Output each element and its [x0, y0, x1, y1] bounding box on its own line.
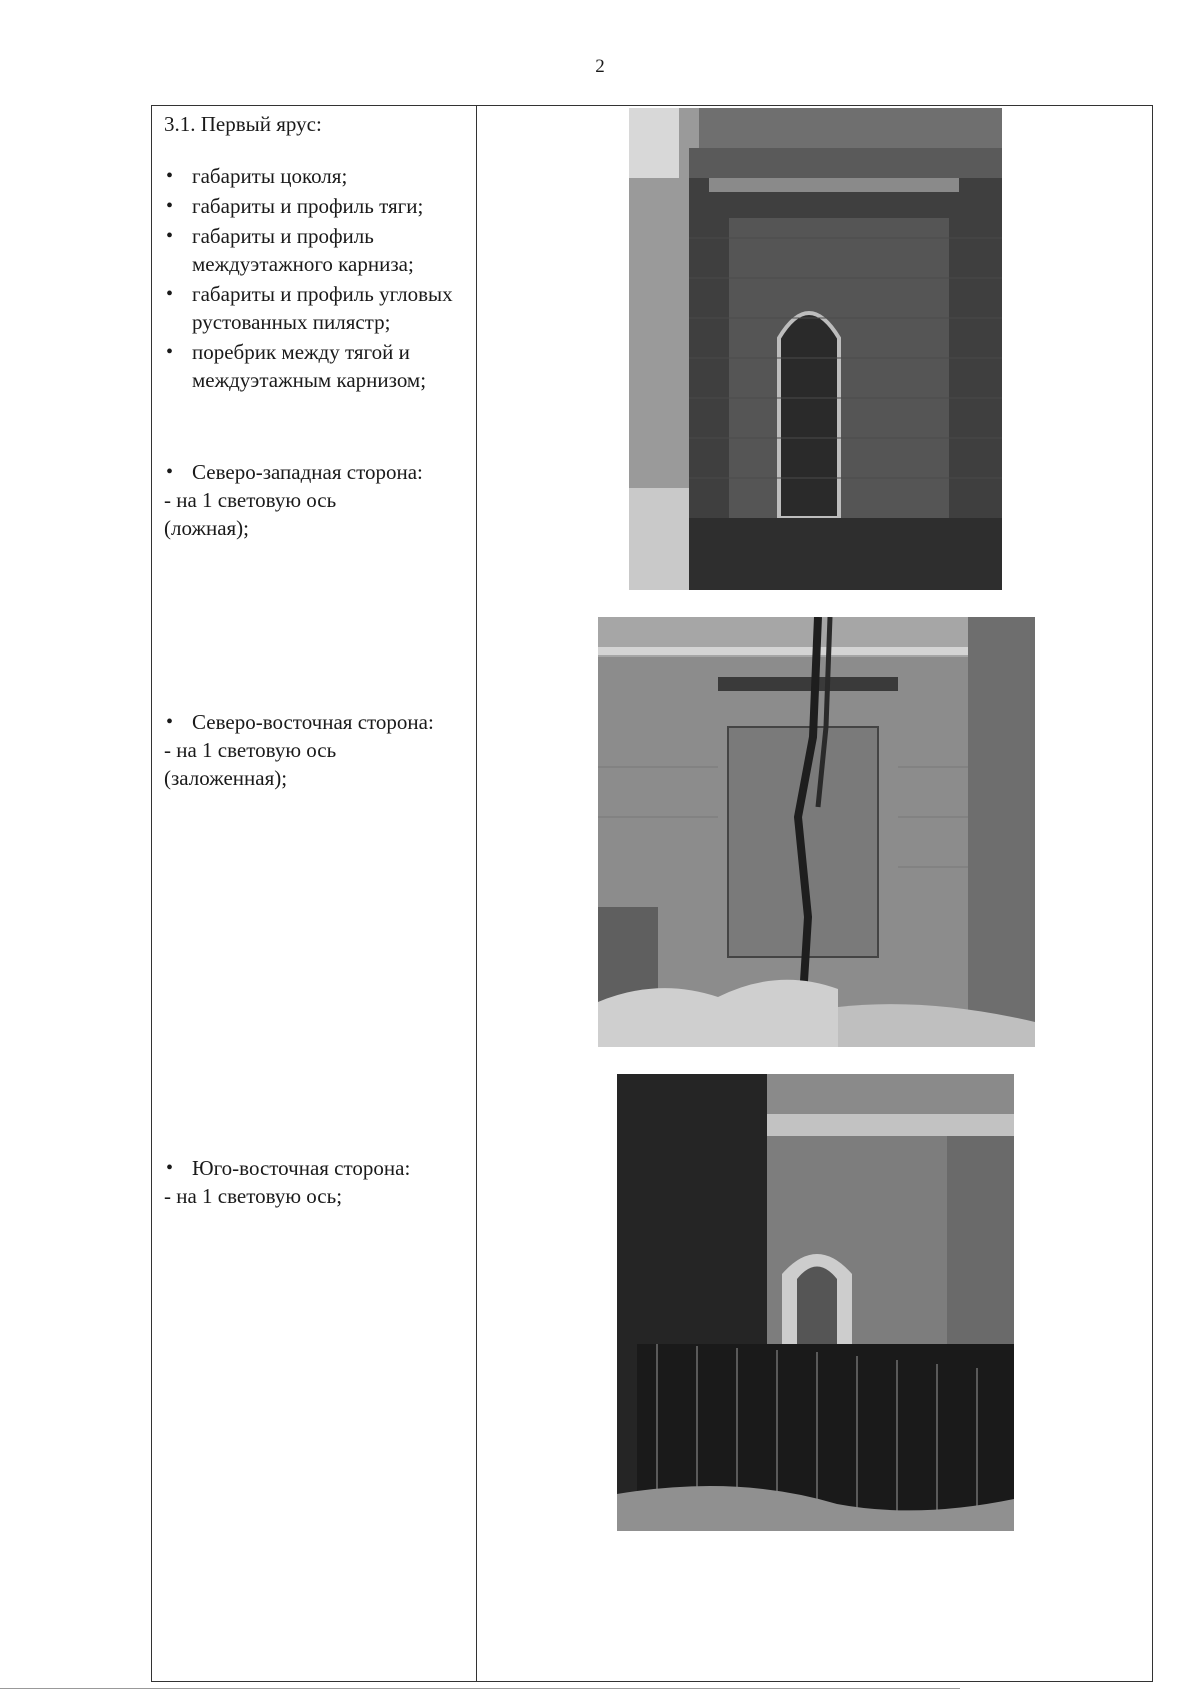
page-number: 2: [595, 56, 605, 77]
side-title: • Юго-восточная сторона:: [164, 1154, 469, 1182]
list-item: • габариты и профиль междуэтажного карниза;: [164, 222, 469, 278]
side-line: (заложенная);: [164, 766, 288, 790]
side-southeast: [164, 1154, 469, 1210]
side-line: (ложная);: [164, 516, 250, 540]
side-northwest: [164, 458, 469, 542]
element-list: [164, 162, 469, 396]
side-title: • Северо-западная сторона:: [164, 458, 469, 486]
side-northeast: [164, 708, 469, 792]
bottom-rule: [0, 1688, 960, 1689]
side-line: - на 1 световую ось: [164, 488, 337, 512]
facade-photo-northeast-icon: [598, 617, 1035, 1047]
list-item: • поребрик между тягой и междуэтажным карнизом;: [164, 338, 469, 394]
side-line: - на 1 световую ось: [164, 738, 337, 762]
side-title: • Северо-восточная сторона:: [164, 708, 469, 736]
list-item: • габариты и профиль угловых рустованных пилястр;: [164, 280, 469, 336]
section-title: 3.1. Первый ярус:: [164, 112, 322, 136]
facade-photo-southeast-icon: [617, 1074, 1014, 1531]
document-table: [151, 105, 1153, 1682]
list-item: • габариты цоколя;: [164, 162, 469, 190]
column-divider: [476, 106, 477, 1681]
list-item: • габариты и профиль тяги;: [164, 192, 469, 220]
facade-photo-northwest-icon: [629, 108, 1002, 590]
side-line: - на 1 световую ось;: [164, 1184, 343, 1208]
